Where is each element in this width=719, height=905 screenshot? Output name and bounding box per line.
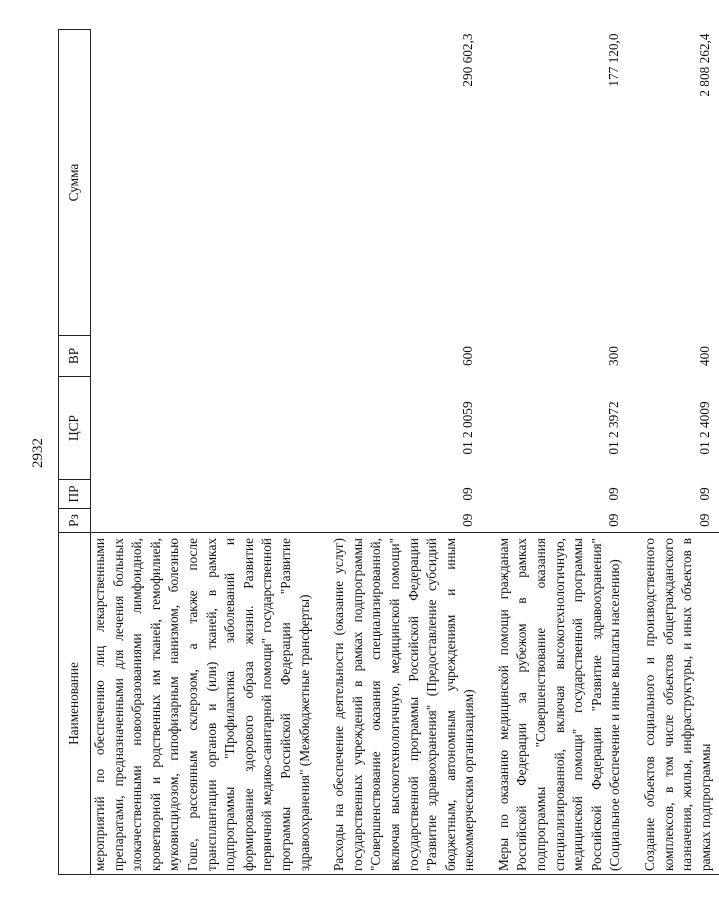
row-sum: 2 808 262,4 bbox=[696, 33, 712, 97]
row-sum: 177 120,0 bbox=[606, 33, 622, 87]
row-rz bbox=[91, 509, 319, 533]
header-vr: ВР bbox=[59, 336, 91, 377]
row-name: Создание объектов социального и производственного комплексов, в том числе объектов общегражданского назначения, жилья, инфраструктуры, и иных объектов в рамках подпрограммы bbox=[629, 533, 719, 875]
table-row bbox=[91, 30, 319, 875]
header-rz: Рз bbox=[59, 509, 91, 533]
row-pr: 09 bbox=[696, 487, 712, 501]
row-rz: 09 bbox=[460, 513, 476, 527]
header-name: Наименование bbox=[59, 533, 91, 875]
row-name: мероприятий по обеспечению лиц лекарственными препаратами, предназначенными для лечения больных злокачественными новообразованиями лимфоидной, кроветворной и родственных им тканей, гемофилией, муковисцидозом, гипофизарным нанизмом, болезнью Гоше, рассеянным склерозом, а также после трансплантации органов и (или) тканей, в рамках подпрограммы "Профилактика заболеваний и формирование здорового образа жизни. Развитие первичной медико-санитарной помощи" государственной программы Российской Федерации "Развитие здравоохранения" (Межбюджетные трансферты) bbox=[91, 533, 319, 875]
row-rz: 09 bbox=[606, 513, 622, 527]
row-rz: 09 bbox=[696, 513, 712, 527]
row-csr: 01 2 4009 bbox=[696, 401, 712, 455]
row-sum: 290 602,3 bbox=[460, 33, 476, 87]
table-row bbox=[629, 30, 719, 875]
row-name: Меры по оказанию медицинской помощи гражданам Российской Федерации за рубежом в рамках подпрограммы "Совершенствование оказания специализированной, включая высокотехнологичную, медицинской помощи" государственной программы Российской Федерации "Развитие здравоохранения" (Социальное обеспечение и иные выплаты населению) bbox=[483, 533, 629, 875]
row-csr: 01 2 0059 bbox=[460, 401, 476, 455]
table-row bbox=[318, 30, 483, 875]
row-vr bbox=[91, 336, 319, 377]
row-vr: 300 bbox=[606, 346, 622, 366]
row-pr: 09 bbox=[460, 487, 476, 501]
table-row bbox=[483, 30, 629, 875]
row-csr bbox=[91, 377, 319, 480]
row-name: Расходы на обеспечение деятельности (оказание услуг) государственных учреждений в рамках подпрограммы "Совершенствование оказания специализированной, включая высокотехнологичную, медицинской помощи" государственной программы Российской Федерации "Развитие здравоохранения" (Предоставление субсидий бюджетным, автономным учреждениям и иным некоммерческим организациям) bbox=[318, 533, 483, 875]
row-csr: 01 2 3972 bbox=[606, 401, 622, 455]
row-vr: 600 bbox=[460, 346, 476, 366]
row-vr: 400 bbox=[696, 346, 712, 366]
budget-table bbox=[58, 29, 719, 875]
header-csr: ЦСР bbox=[59, 377, 91, 480]
header-sum: Сумма bbox=[59, 30, 91, 336]
row-pr bbox=[91, 480, 319, 509]
row-pr: 09 bbox=[606, 487, 622, 501]
header-pr: ПР bbox=[59, 480, 91, 509]
table-header-row bbox=[59, 30, 91, 875]
row-sum bbox=[91, 30, 319, 336]
page-number: 2932 bbox=[30, 438, 46, 468]
